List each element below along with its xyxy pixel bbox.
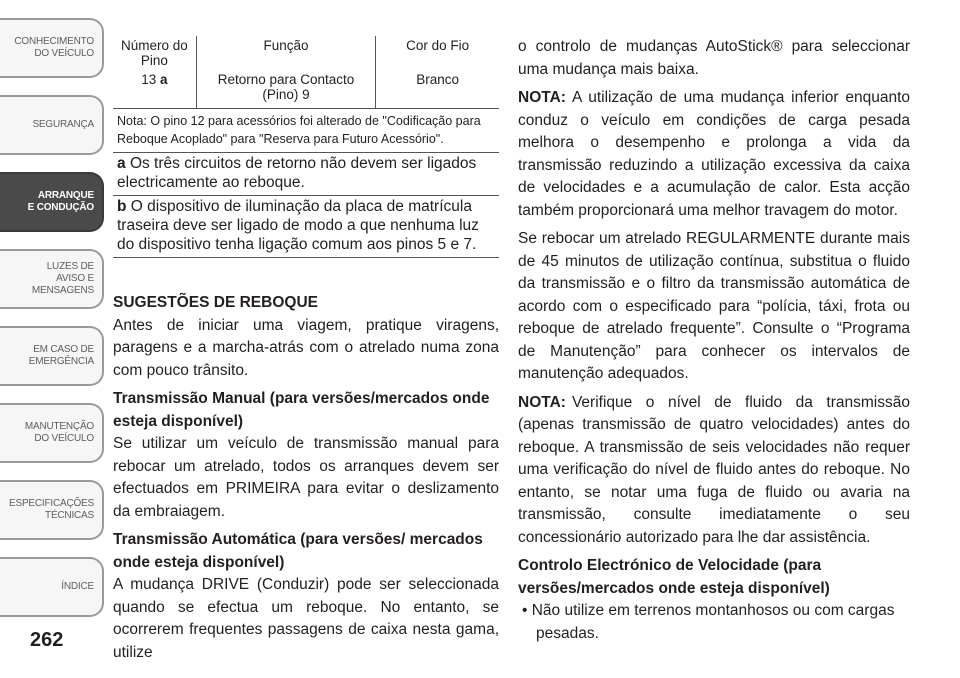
para-regular: Se rebocar um atrelado REGULARMENTE durante mais de 45 minutos de utilização contínua, substitua o fluido da transmissão e o filtro da transmissão automática de acordo com o especificado para “polícia, táxi, frota ou reboque de atrelado frequente”. Consulte o “Programa de Manutenção” para conhecer os intervalos de manutenção adequados. <box>518 230 910 382</box>
tab-label: ARRANQUE E CONDUÇÃO <box>27 190 94 213</box>
tab-emergencia[interactable] <box>0 326 104 386</box>
note-label: NOTA: <box>518 393 566 411</box>
footnote-a-key: a <box>117 155 126 172</box>
footnote-b <box>113 196 499 258</box>
header-function: Função <box>196 36 376 70</box>
right-column <box>518 36 910 651</box>
para-continuation: o controlo de mudanças AutoStick® para seleccionar uma mudança mais baixa. <box>518 38 910 78</box>
para-sugestoes: Antes de iniciar uma viagem, pratique viragens, paragens e a marcha-atrás com o atrelado numa zona com pouco trânsito. <box>113 316 499 379</box>
note-1-text: A utilização de uma mudança inferior enquanto conduz o veículo em condições de carga pesada melhora o desempenho e prolonga a vida da transmissão reduzindo a utilização excessiva da caixa de velocidades e a acumulação de calor. Esta acção também proporcionará uma melhor travagem do motor. <box>518 89 910 219</box>
tab-manutencao[interactable] <box>0 403 104 463</box>
tab-label: CONHECIMENTO DO VEÍCULO <box>14 36 94 59</box>
tab-indice[interactable] <box>0 557 104 617</box>
footnote-b-key: b <box>117 198 127 215</box>
tab-conhecimento[interactable] <box>0 18 104 78</box>
chapter-tabs <box>0 0 104 678</box>
tab-label: MANUTENÇÃO DO VEÍCULO <box>24 421 94 444</box>
note-label: NOTA: <box>518 89 566 106</box>
pin-footnote-mark: a <box>160 72 168 87</box>
bullet-item: • Não utilize em terrenos montanhosos ou com cargas pesadas. <box>522 602 895 642</box>
note-2-text: Verifique o nível de fluido da transmissão (apenas transmissão de quatro velocidades) antes do reboque. A transmissão de seis velocidades não requer uma verificação do nível de fluido antes do reboque. No entanto, se notar uma fuga de fluido ou avaria na transmissão, consulte imediatamente o seu concessionário autorizado para lhe dar assistência. <box>518 393 910 546</box>
tab-label: SEGURANÇA <box>32 119 94 130</box>
cell-color: Branco <box>376 70 499 109</box>
tab-seguranca[interactable] <box>0 95 104 155</box>
cell-pin <box>113 70 196 109</box>
footnote-a <box>113 153 499 196</box>
tab-label: LUZES DE AVISO E MENSAGENS <box>31 261 94 296</box>
heading-auto: Transmissão Automática (para versões/ mercados onde esteja disponível) <box>113 531 483 571</box>
tab-luzes[interactable] <box>0 249 104 309</box>
wiring-table <box>113 36 499 258</box>
heading-sugestoes: SUGESTÕES DE REBOQUE <box>113 294 318 311</box>
footnote-a-text: Os três circuitos de retorno não devem ser ligados electricamente ao reboque. <box>117 155 477 191</box>
left-column <box>113 292 499 670</box>
header-pin: Número do Pino <box>113 36 196 70</box>
heading-manual: Transmissão Manual (para versões/mercados onde esteja disponível) <box>113 390 490 430</box>
pin-number: 13 <box>141 72 157 87</box>
tab-label: ÍNDICE <box>61 581 94 592</box>
header-color: Cor do Fio <box>406 38 470 53</box>
note-2 <box>518 392 910 550</box>
tab-arranque[interactable] <box>0 172 104 232</box>
table-note: Nota: O pino 12 para acessórios foi alterado de "Codificação para Reboque Acoplado" para "Reserva para Futuro Acessório". <box>113 109 499 153</box>
page-number: 262 <box>30 629 64 651</box>
heading-cruise: Controlo Electrónico de Velocidade (para versões/mercados onde esteja disponível) <box>518 557 830 597</box>
tab-label: EM CASO DE EMERGÊNCIA <box>28 344 94 367</box>
note-1 <box>518 87 910 222</box>
para-manual: Se utilizar um veículo de transmissão manual para rebocar um atrelado, todos os arranques devem ser efectuados em PRIMEIRA para evitar o deslizamento da embraiagem. <box>113 435 499 520</box>
para-auto: A mudança DRIVE (Conduzir) pode ser seleccionada quando se efectua um reboque. No entanto, se ocorrerem frequentes passagens de caixa nesta gama, utilize <box>113 576 499 661</box>
tab-label: ESPECIFICAÇÕES TÉCNICAS <box>9 498 94 521</box>
cell-function: Retorno para Contacto (Pino) 9 <box>196 70 376 109</box>
tab-especificacoes[interactable] <box>0 480 104 540</box>
footnote-b-text: O dispositivo de iluminação da placa de matrícula traseira deve ser ligado de modo a que nenhuma luz do dispositivo tenha ligação comum aos pinos 5 e 7. <box>117 198 479 253</box>
